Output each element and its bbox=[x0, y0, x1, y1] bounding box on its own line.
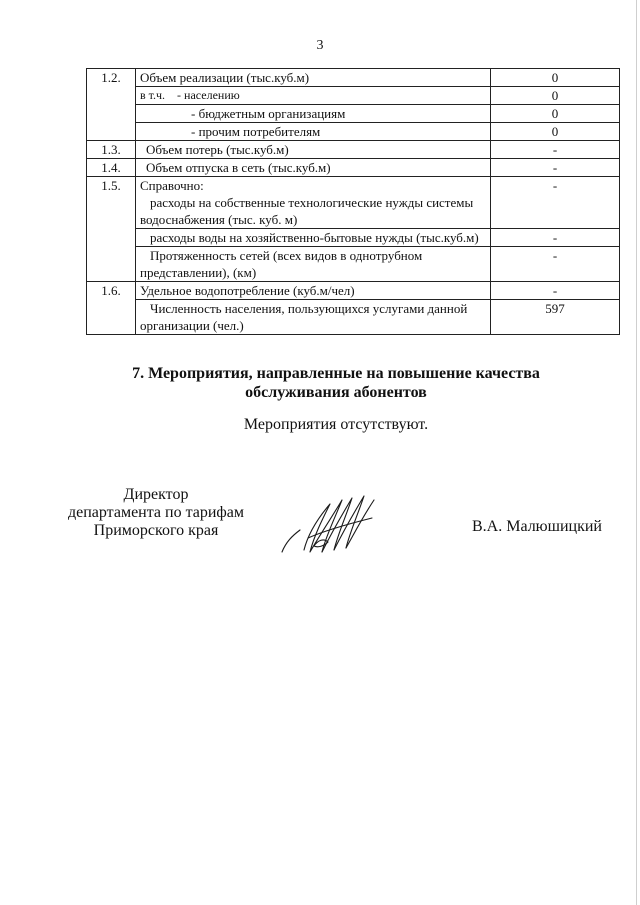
row-value: 0 bbox=[491, 87, 620, 105]
page-number: 3 bbox=[316, 38, 324, 53]
signatory-position-block bbox=[58, 486, 254, 540]
row-value: - bbox=[491, 282, 620, 300]
table-row bbox=[87, 141, 620, 159]
row-description bbox=[136, 177, 491, 229]
row-description: Численность населения, пользующихся услугами данной организации (чел.) bbox=[136, 300, 491, 335]
row-description: Удельное водопотребление (куб.м/чел) bbox=[136, 282, 491, 300]
signatory-position: Директор bbox=[123, 486, 189, 503]
row-description: Объем потерь (тыс.куб.м) bbox=[136, 141, 491, 159]
table-row bbox=[87, 177, 620, 229]
row-value: 0 bbox=[491, 69, 620, 87]
no-measures-text: Мероприятия отсутствуют. bbox=[243, 416, 429, 433]
row-description-text: расходы на собственные технологические нужды системы водоснабжения (тыс. куб. м) bbox=[140, 195, 474, 227]
row-description bbox=[136, 87, 491, 105]
row-number: 1.6. bbox=[87, 282, 136, 335]
row-value: - bbox=[491, 159, 620, 177]
row-number: 1.2. bbox=[87, 69, 136, 141]
row-value: - bbox=[491, 141, 620, 159]
row-number: 1.4. bbox=[87, 159, 136, 177]
row-value: 0 bbox=[491, 105, 620, 123]
table-row bbox=[87, 123, 620, 141]
row-value: - bbox=[491, 229, 620, 247]
row-description: Объем реализации (тыс.куб.м) bbox=[136, 69, 491, 87]
indicators-table bbox=[86, 68, 620, 335]
row-description: - прочим потребителям bbox=[136, 123, 491, 141]
signatory-name: В.А. Малюшицкий bbox=[472, 518, 602, 535]
table-row bbox=[87, 229, 620, 247]
row-value: - bbox=[491, 177, 620, 229]
row-description: Объем отпуска в сеть (тыс.куб.м) bbox=[136, 159, 491, 177]
page-edge-line bbox=[636, 0, 637, 905]
row-heading: Справочно: bbox=[140, 178, 204, 193]
row-description-text: в т.ч. - населению bbox=[140, 88, 240, 102]
row-description: расходы воды на хозяйственно-бытовые нужды (тыс.куб.м) bbox=[136, 229, 491, 247]
row-number: 1.5. bbox=[87, 177, 136, 282]
signatory-department: департамента по тарифам bbox=[67, 504, 245, 521]
table-row bbox=[87, 105, 620, 123]
row-number: 1.3. bbox=[87, 141, 136, 159]
section-title: 7. Мероприятия, направленные на повышение качества обслуживания абонентов bbox=[132, 365, 540, 401]
row-value: 597 bbox=[491, 300, 620, 335]
table-row bbox=[87, 247, 620, 282]
table-row bbox=[87, 282, 620, 300]
table-row bbox=[87, 87, 620, 105]
row-description: Протяженность сетей (всех видов в однотрубном представлении), (км) bbox=[136, 247, 491, 282]
table-row bbox=[87, 69, 620, 87]
handwritten-signature bbox=[278, 490, 382, 556]
table-row bbox=[87, 300, 620, 335]
row-value: 0 bbox=[491, 123, 620, 141]
row-description: - бюджетным организациям bbox=[136, 105, 491, 123]
table-row bbox=[87, 159, 620, 177]
signatory-region: Приморского края bbox=[93, 522, 219, 539]
row-value: - bbox=[491, 247, 620, 282]
